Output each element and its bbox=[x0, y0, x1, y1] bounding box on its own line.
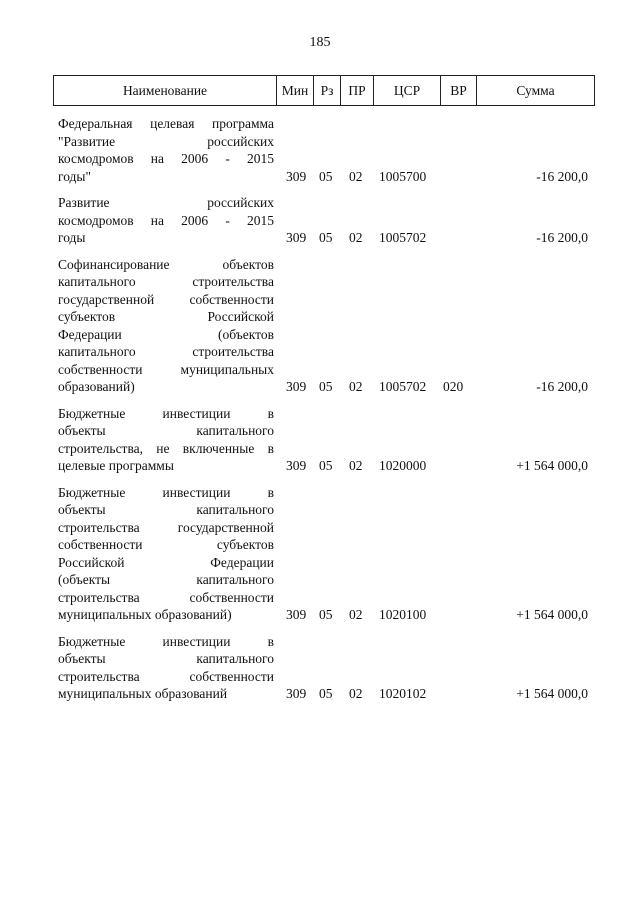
row-csr: 1020000 bbox=[379, 458, 427, 473]
header-sum: Сумма bbox=[477, 76, 595, 106]
row-name-line: годы bbox=[58, 230, 86, 245]
header-vr: ВР bbox=[441, 76, 477, 106]
header-name: Наименование bbox=[54, 76, 277, 106]
table-row bbox=[53, 194, 594, 247]
row-name-line: Федеральная целевая программа bbox=[58, 116, 274, 131]
row-min: 309 bbox=[286, 686, 307, 701]
row-vr: 020 bbox=[443, 379, 464, 394]
row-sum: +1 564 000,0 bbox=[516, 458, 588, 473]
row-rz: 05 bbox=[319, 458, 333, 473]
row-sum: +1 564 000,0 bbox=[516, 607, 588, 622]
row-pr: 02 bbox=[349, 230, 363, 245]
row-csr: 1020102 bbox=[379, 686, 427, 701]
header-pr: ПР bbox=[341, 76, 374, 106]
row-name-line: строительства, не включенные в bbox=[58, 440, 274, 456]
row-pr: 02 bbox=[349, 607, 363, 622]
row-pr: 02 bbox=[349, 168, 363, 184]
row-name-line: объекты капитального bbox=[58, 651, 274, 666]
page-number: 185 bbox=[309, 35, 331, 50]
row-name-line: строительства собственности bbox=[58, 668, 274, 684]
row-min: 309 bbox=[286, 458, 307, 473]
row-name-line: государственной собственности bbox=[58, 291, 274, 307]
row-name bbox=[53, 484, 274, 624]
row-name-line: собственности субъектов bbox=[58, 537, 274, 552]
row-name-line: Российской Федерации bbox=[58, 554, 274, 570]
row-name-line: объекты капитального bbox=[58, 502, 274, 517]
row-name bbox=[53, 115, 274, 185]
row-csr: 1005702 bbox=[379, 379, 427, 394]
table-row bbox=[53, 256, 594, 396]
header-csr: ЦСР bbox=[374, 76, 441, 106]
row-pr: 02 bbox=[349, 379, 363, 394]
row-name-line: космодромов на 2006 - 2015 bbox=[58, 212, 274, 228]
row-sum: -16 200,0 bbox=[536, 379, 588, 394]
header-min: Мин bbox=[277, 76, 314, 106]
row-name-line: капитального строительства bbox=[58, 274, 274, 289]
header-rz: Рз bbox=[314, 76, 341, 106]
row-rz: 05 bbox=[319, 168, 333, 184]
row-name-line: строительства собственности bbox=[58, 589, 274, 605]
row-pr: 02 bbox=[349, 458, 363, 473]
table-body bbox=[53, 115, 594, 712]
row-name-line: Бюджетные инвестиции в bbox=[58, 633, 274, 649]
row-name bbox=[53, 194, 274, 247]
row-sum: -16 200,0 bbox=[536, 168, 588, 184]
row-name-line: годы" bbox=[58, 168, 92, 184]
row-name-line: "Развитие российских bbox=[58, 133, 274, 149]
row-rz: 05 bbox=[319, 230, 333, 245]
table-row bbox=[53, 633, 594, 703]
row-name bbox=[53, 256, 274, 396]
row-name-line: муниципальных образований bbox=[58, 686, 228, 701]
row-min: 309 bbox=[286, 168, 307, 184]
row-rz: 05 bbox=[319, 379, 333, 394]
row-min: 309 bbox=[286, 379, 307, 394]
row-name-line: (объекты капитального bbox=[58, 572, 274, 587]
row-sum: -16 200,0 bbox=[536, 230, 588, 245]
row-name-line: собственности муниципальных bbox=[58, 361, 274, 377]
table-header bbox=[53, 75, 595, 106]
row-name-line: капитального строительства bbox=[58, 344, 274, 359]
table-row bbox=[53, 484, 594, 624]
row-name-line: объекты капитального bbox=[58, 423, 274, 438]
row-name-line: муниципальных образований) bbox=[58, 607, 232, 622]
row-min: 309 bbox=[286, 607, 307, 622]
row-name-line: Софинансирование объектов bbox=[58, 256, 274, 272]
row-sum: +1 564 000,0 bbox=[516, 686, 588, 701]
row-name-line: строительства государственной bbox=[58, 519, 274, 535]
row-name-line: Бюджетные инвестиции в bbox=[58, 484, 274, 500]
row-name-line: образований) bbox=[58, 379, 135, 394]
row-name-line: космодромов на 2006 - 2015 bbox=[58, 151, 274, 166]
row-csr: 1020100 bbox=[379, 607, 427, 622]
row-name bbox=[53, 405, 274, 475]
row-min: 309 bbox=[286, 230, 307, 245]
row-name-line: Бюджетные инвестиции в bbox=[58, 405, 274, 421]
table-row bbox=[53, 405, 594, 475]
row-name-line: субъектов Российской bbox=[58, 309, 274, 324]
row-csr: 1005700 bbox=[379, 168, 427, 184]
row-rz: 05 bbox=[319, 686, 333, 701]
row-pr: 02 bbox=[349, 686, 363, 701]
row-name bbox=[53, 633, 274, 703]
row-name-line: Федерации (объектов bbox=[58, 326, 274, 342]
row-name-line: целевые программы bbox=[58, 458, 174, 473]
row-rz: 05 bbox=[319, 607, 333, 622]
row-csr: 1005702 bbox=[379, 230, 427, 245]
row-name-line: Развитие российских bbox=[58, 195, 274, 210]
table-row bbox=[53, 115, 594, 185]
